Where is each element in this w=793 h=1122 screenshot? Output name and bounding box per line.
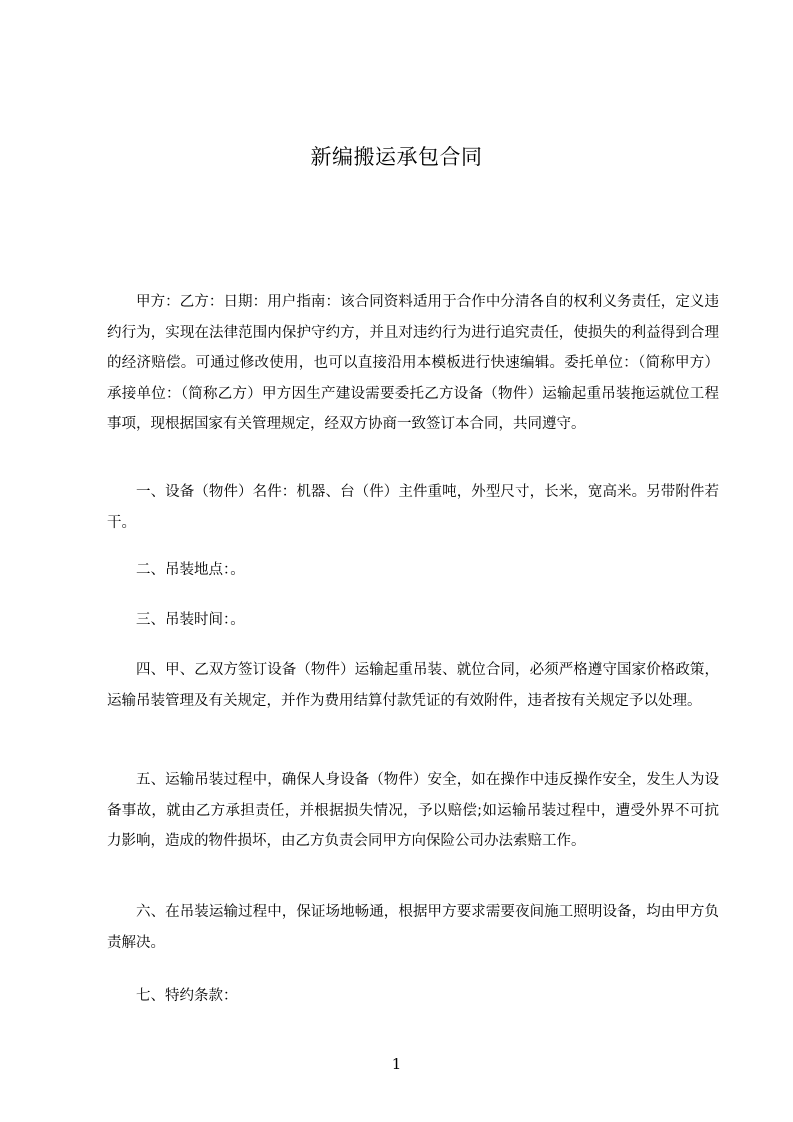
- document-title: 新编搬运承包合同: [310, 145, 483, 169]
- paragraph-clause-5: 五、运输吊装过程中，确保人身设备（物件）安全，如在操作中违反操作安全，发生人为设备事故，就由乙方承担责任，并根据损失情况，予以赔偿;如运输吊装过程中，遭受外界不可抗力影响，造成的物件损坏，由乙方负责会同甲方向保险公司办法索赔工作。: [107, 772, 719, 849]
- page-number: 1: [391, 1055, 402, 1073]
- paragraph-clause-7: 七、特约条款：: [136, 988, 238, 1004]
- paragraph-clause-2: 二、吊装地点：。: [136, 562, 245, 578]
- paragraph-clause-3: 三、吊装时间：。: [136, 612, 245, 628]
- paragraph-clause-6: 六、在吊装运输过程中，保证场地畅通，根据甲方要求需要夜间施工照明设备，均由甲方负责解决。: [107, 904, 719, 951]
- paragraph-clause-1: 一、设备（物件）名件：机器、台（件）主件重吨，外型尺寸，长米，宽高米。另带附件若干。: [107, 484, 719, 531]
- paragraph-preamble: 甲方：乙方：日期：用户指南：该合同资料适用于合作中分清各自的权利义务责任，定义违约行为，实现在法律范围内保护守约方，并且对违约行为进行追究责任，使损失的利益得到合理的经济赔偿。可通过修改使用，也可以直接沿用本模板进行快速编辑。委托单位：（简称甲方）承接单位：（简称乙方）甲方因生产建设需要委托乙方设备（物件）运输起重吊装拖运就位工程事项，现根据国家有关管理规定，经双方协商一致签订本合同，共同遵守。: [107, 294, 719, 432]
- paragraph-clause-4: 四、甲、乙双方签订设备（物件）运输起重吊装、就位合同，必须严格遵守国家价格政策，运输吊装管理及有关规定，并作为费用结算付款凭证的有效附件，违者按有关规定予以处理。: [107, 662, 719, 709]
